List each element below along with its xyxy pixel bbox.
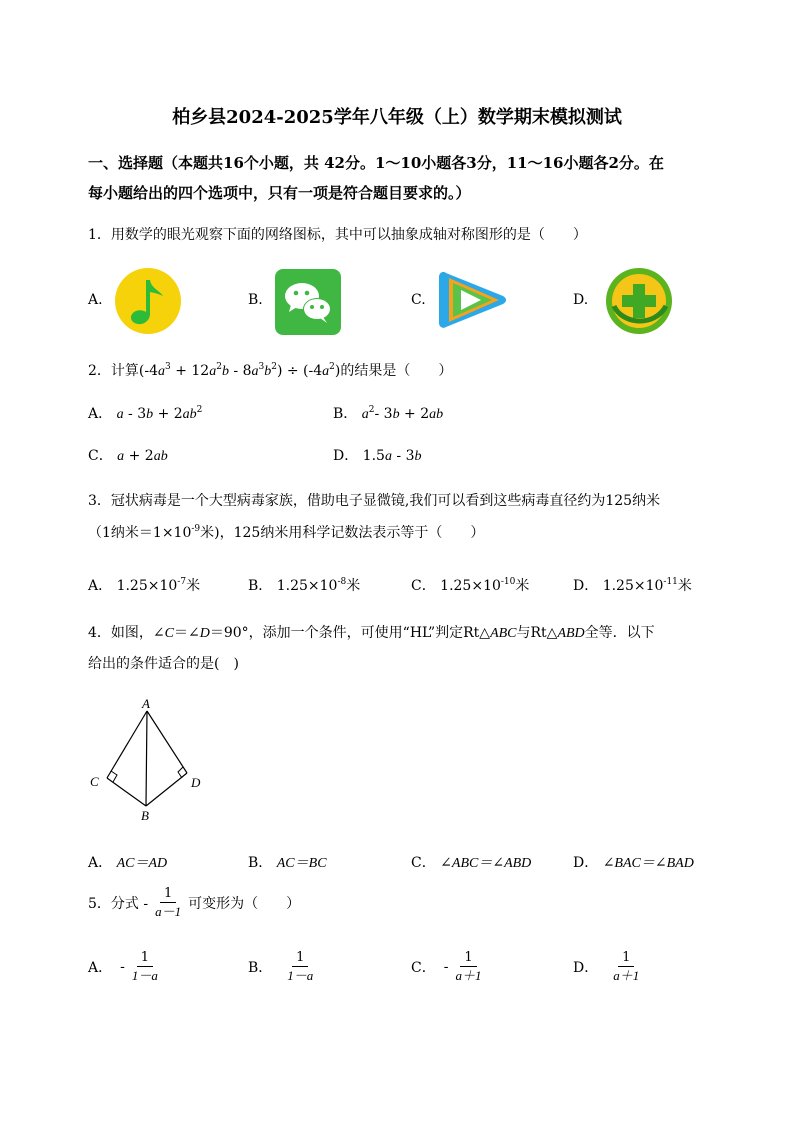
q5-fraction-denominator: a－1 (155, 904, 182, 919)
q3-line2-part-1: （1纳米＝1×10 (88, 525, 192, 541)
q4-option-a-text: AC＝AD (116, 856, 168, 871)
q3-option-d-unit: 米 (677, 578, 692, 594)
q5-stem-part-1: 5．分式 - (88, 895, 149, 912)
q3-option-d-label: D． (573, 578, 599, 594)
q3-option-b-exp: -8 (337, 577, 347, 587)
question-4-line-1 (88, 622, 655, 642)
q4-line1-angle-c: C (164, 626, 174, 641)
q2-option-a: A． $a - 3b + 2ab^2$ (88, 405, 203, 422)
figure-label-d: D (191, 775, 201, 790)
q4-line1-part-2: ＝∠ (173, 625, 200, 641)
q1-option-a-label: A. (88, 292, 103, 308)
q3-option-b-label: B． (248, 578, 273, 594)
q5-option-c-sign: - (443, 958, 449, 975)
page-title: 柏乡县2024-2025学年八年级（上）数学期末模拟测试 (172, 107, 622, 128)
q5-option-b-label: B． (248, 959, 273, 976)
q3-option-a-base: 1.25×10 (116, 578, 178, 594)
q5-option-a-label: A． (88, 959, 113, 976)
q3-option-c-base: 1.25×10 (440, 578, 501, 594)
q2-stem-part-1: 2．计算(-4 (88, 363, 159, 379)
q5-option-a-numerator: 1 (137, 950, 153, 967)
q4-option-d-label: D． (573, 855, 599, 871)
question-1-stem: 1．用数学的眼光观察下面的网络图标，其中可以抽象成轴对称图形的是（ ） (88, 227, 587, 243)
q3-option-b-base: 1.25×10 (276, 578, 338, 594)
q2-stem-part-2: + 12 (170, 363, 210, 379)
q2-option-d: D． 1.5a - 3b (333, 448, 422, 464)
q3-option-d (573, 575, 692, 595)
q4-line1-part-5: 全等．以下 (584, 625, 655, 641)
q5-option-c-numerator: 1 (460, 950, 476, 967)
q5-option-d-fraction (609, 950, 643, 983)
q5-option-a-sign: - (120, 958, 125, 975)
q3-option-a-exp: -7 (177, 577, 187, 587)
q3-option-a-unit: 米 (186, 578, 201, 594)
q5-option-b-numerator: 1 (292, 950, 308, 967)
q5-option-d-label: D． (573, 959, 599, 976)
q5-option-a-fraction (128, 950, 162, 983)
q4-option-a-label: A． (88, 855, 113, 871)
q2-stem-part-4: ) ÷ (-4 (276, 363, 323, 379)
360-security-icon (604, 266, 674, 336)
q2-option-c-label: C． (88, 448, 113, 464)
question-5-stem (88, 886, 300, 919)
q3-option-c-unit: 米 (515, 578, 530, 594)
question-3-line-1: 3．冠状病毒是一个大型病毒家族，借助电子显微镜,我们可以看到这些病毒直径约为125纳米 (88, 493, 661, 509)
q5-option-a (88, 950, 165, 983)
q2-stem-part-5: )的结果是（ ） (334, 363, 453, 379)
wechat-icon (275, 269, 341, 335)
q3-line2-exponent: -9 (191, 524, 201, 534)
q3-option-c (411, 575, 529, 595)
figure-label-b: B (141, 808, 149, 823)
q4-line1-part-1: 4．如图，∠ (88, 625, 165, 641)
question-2-stem: 2．计算$(-4a^3 + 12a^2b - 8a^3b^2) \div (-4a^2)$的结果是（ ） (88, 362, 453, 379)
q5-option-d (573, 950, 646, 983)
q4-option-b-label: B． (248, 855, 273, 871)
q4-triangle-figure (85, 693, 210, 828)
q4-option-d (573, 852, 694, 872)
q3-option-c-exp: -10 (500, 577, 516, 587)
q5-option-c-fraction (451, 950, 485, 983)
q2-option-b: B． $a^2-$ 3b + 2ab (333, 405, 444, 422)
q5-option-b (248, 950, 320, 983)
q3-option-a (88, 575, 200, 595)
tencent-video-icon (437, 268, 509, 332)
q2-stem-part-3: - 8 (228, 363, 252, 379)
q4-option-b-text: AC＝BC (276, 856, 327, 871)
q3-option-d-base: 1.25×10 (602, 578, 664, 594)
q4-option-a (88, 852, 167, 872)
q5-option-c-label: C． (411, 959, 436, 976)
section-heading-line-2: 每小题给出的四个选项中，只有一项是符合题目要求的。） (88, 184, 471, 202)
q3-option-c-label: C． (411, 578, 436, 594)
q4-option-c (411, 852, 531, 872)
q5-option-b-denominator: 1－a (287, 968, 314, 983)
q5-option-d-numerator: 1 (618, 950, 634, 967)
q2-option-d-label: D． (333, 448, 359, 464)
q4-line1-triangle-abc: ABC (490, 626, 517, 641)
q4-option-d-text: ∠BAC＝∠BAD (602, 856, 694, 871)
q1-option-d-label: D. (573, 292, 589, 308)
question-4-line-2: 给出的条件适合的是( ) (88, 656, 239, 672)
q4-line1-part-4: 与Rt△ (516, 625, 558, 641)
q3-option-b (248, 575, 360, 595)
q4-line1-part-3: ＝90°，添加一个条件，可使用“HL”判定Rt△ (209, 625, 491, 641)
q5-option-b-fraction (283, 950, 317, 983)
q3-line2-part-2: 米)，125纳米用科学记数法表示等于（ ） (200, 525, 485, 541)
q5-fraction (151, 886, 185, 919)
q5-option-c-denominator: a＋1 (455, 968, 482, 983)
q2-option-b-label: B． (333, 406, 358, 422)
q5-option-d-denominator: a＋1 (613, 968, 640, 983)
q4-line1-angle-d: D (199, 626, 210, 641)
q4-option-c-label: C． (411, 855, 436, 871)
q3-option-b-unit: 米 (346, 578, 361, 594)
figure-label-c: C (90, 774, 99, 789)
section-heading-line-1: 一、选择题（本题共16个小题，共 42分。1～10小题各3分，11～16小题各2分。在 (88, 154, 664, 172)
q1-option-b-label: B. (248, 292, 263, 308)
q1-option-c-label: C. (411, 292, 426, 308)
q3-option-d-exp: -11 (663, 577, 678, 587)
figure-label-a: A (142, 696, 150, 711)
q4-option-b (248, 852, 327, 872)
q5-fraction-numerator: 1 (160, 886, 176, 903)
q5-option-a-denominator: 1－a (131, 968, 158, 983)
q3-option-a-label: A． (88, 578, 113, 594)
q2-option-c: C． a + 2ab (88, 448, 168, 464)
q5-stem-part-2: 可变形为（ ） (188, 895, 301, 912)
question-3-line-2 (88, 522, 484, 542)
q4-option-c-text: ∠ABC＝∠ABD (440, 856, 532, 871)
qq-music-icon (113, 266, 183, 336)
q4-line1-triangle-abd: ABD (557, 626, 585, 641)
q2-option-a-label: A． (88, 406, 113, 422)
q5-option-c (411, 950, 488, 983)
section-heading (88, 148, 718, 208)
